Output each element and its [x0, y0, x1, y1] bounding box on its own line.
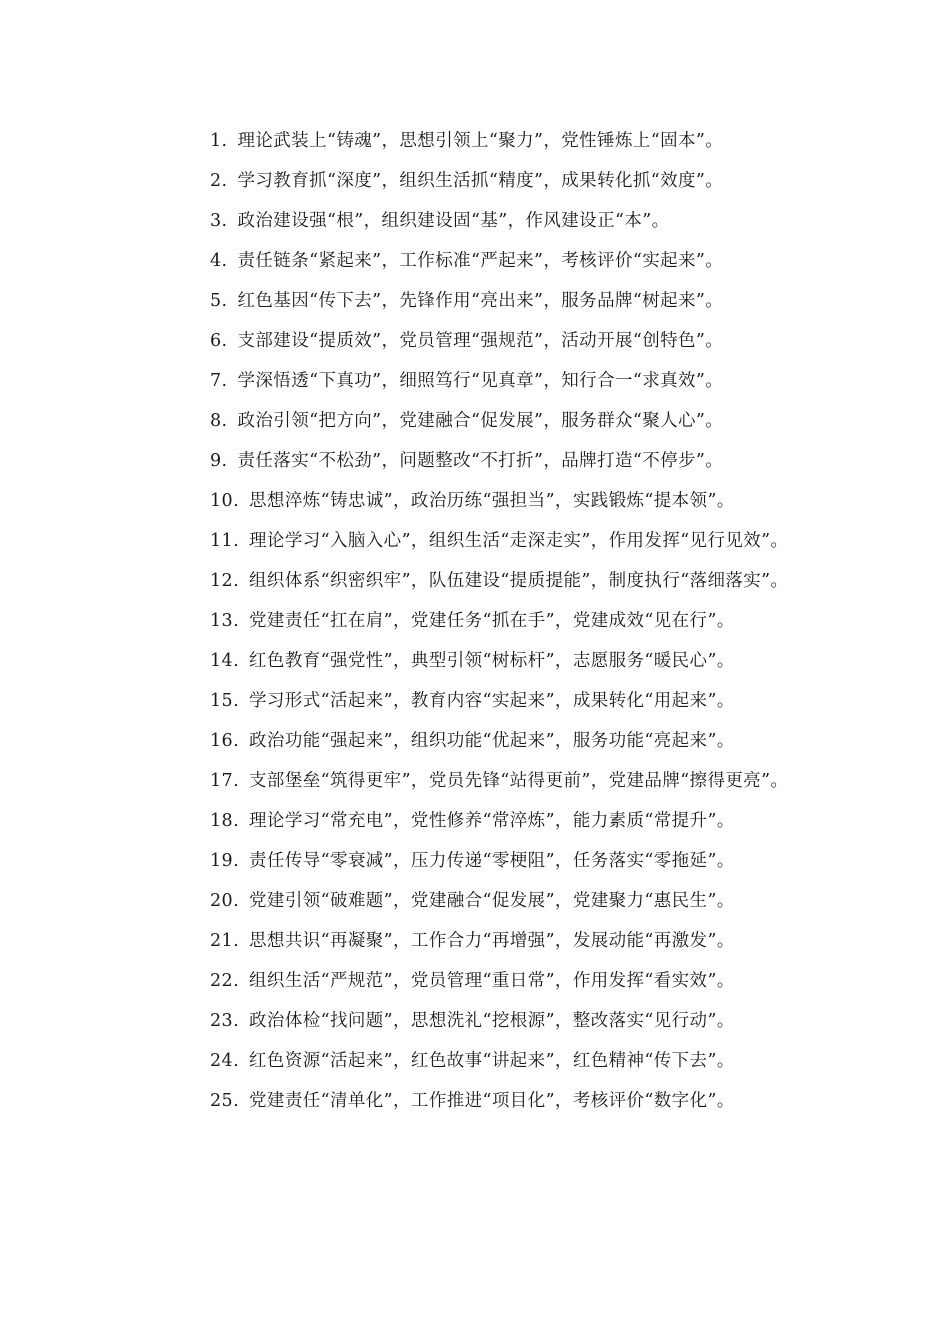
item-text: 责任链条“紧起来”，工作标准“严起来”，考核评价“实起来”。 [237, 251, 724, 271]
item-number: 6. [210, 331, 228, 351]
item-text: 组织生活“严规范”，党员管理“重日常”，作用发挥“看实效”。 [249, 971, 735, 991]
item-number: 2. [210, 171, 228, 191]
list-item [142, 245, 810, 277]
list-item [142, 285, 810, 317]
item-text: 红色基因“传下去”，先锋作用“亮出来”，服务品牌“树起来”。 [237, 291, 724, 311]
item-text: 学习教育抓“深度”，组织生活抓“精度”，成果转化抓“效度”。 [237, 171, 724, 191]
list-item [142, 165, 810, 197]
item-number: 20. [210, 891, 240, 911]
item-text: 责任传导“零衰减”，压力传递“零梗阻”，任务落实“零拖延”。 [249, 851, 735, 871]
item-text: 支部堡垒“筑得更牢”，党员先锋“站得更前”，党建品牌“擦得更亮”。 [249, 771, 789, 791]
list-item [142, 885, 810, 917]
item-number: 18. [210, 811, 240, 831]
item-text: 支部建设“提质效”，党员管理“强规范”，活动开展“创特色”。 [237, 331, 724, 351]
list-item [142, 645, 810, 677]
item-text: 学习形式“活起来”，教育内容“实起来”，成果转化“用起来”。 [249, 691, 735, 711]
list-item [142, 685, 810, 717]
item-number: 7. [210, 371, 228, 391]
item-text: 学深悟透“下真功”，细照笃行“见真章”，知行合一“求真效”。 [237, 371, 724, 391]
list-item [142, 485, 810, 517]
item-text: 政治引领“把方向”，党建融合“促发展”，服务群众“聚人心”。 [237, 411, 724, 431]
item-number: 23. [210, 1011, 240, 1031]
item-text: 思想共识“再凝聚”，工作合力“再增强”，发展动能“再激发”。 [249, 931, 735, 951]
document-page [142, 125, 810, 1125]
list-item [142, 565, 810, 597]
list-item [142, 405, 810, 437]
item-text: 政治功能“强起来”，组织功能“优起来”，服务功能“亮起来”。 [249, 731, 735, 751]
item-number: 13. [210, 611, 240, 631]
list-item [142, 1085, 810, 1117]
list-item [142, 725, 810, 757]
item-text: 红色教育“强党性”，典型引领“树标杆”，志愿服务“暖民心”。 [249, 651, 735, 671]
item-number: 9. [210, 451, 228, 471]
item-text: 政治体检“找问题”，思想洗礼“挖根源”，整改落实“见行动”。 [249, 1011, 735, 1031]
item-text: 红色资源“活起来”，红色故事“讲起来”，红色精神“传下去”。 [249, 1051, 735, 1071]
list-item [142, 125, 810, 157]
item-number: 19. [210, 851, 240, 871]
list-item [142, 605, 810, 637]
item-number: 5. [210, 291, 228, 311]
item-text: 组织体系“织密织牢”，队伍建设“提质提能”，制度执行“落细落实”。 [249, 571, 789, 591]
list-item [142, 325, 810, 357]
item-number: 8. [210, 411, 228, 431]
item-number: 24. [210, 1051, 240, 1071]
item-number: 15. [210, 691, 240, 711]
item-text: 理论学习“常充电”，党性修养“常淬炼”，能力素质“常提升”。 [249, 811, 735, 831]
item-number: 10. [210, 491, 240, 511]
item-text: 思想淬炼“铸忠诚”，政治历练“强担当”，实践锻炼“提本领”。 [249, 491, 735, 511]
list-item [142, 925, 810, 957]
list-item [142, 765, 810, 797]
list-item [142, 965, 810, 997]
item-number: 21. [210, 931, 240, 951]
item-text: 责任落实“不松劲”，问题整改“不打折”，品牌打造“不停步”。 [237, 451, 724, 471]
list-item [142, 1045, 810, 1077]
item-text: 理论学习“入脑入心”，组织生活“走深走实”，作用发挥“见行见效”。 [249, 531, 789, 551]
item-text: 政治建设强“根”，组织建设固“基”，作风建设正“本”。 [237, 211, 670, 231]
list-item [142, 205, 810, 237]
item-number: 17. [210, 771, 240, 791]
list-item [142, 845, 810, 877]
item-number: 22. [210, 971, 240, 991]
item-number: 4. [210, 251, 228, 271]
list-item [142, 445, 810, 477]
item-number: 25. [210, 1091, 240, 1111]
list-item [142, 365, 810, 397]
item-number: 11. [210, 531, 240, 551]
item-number: 1. [210, 131, 228, 151]
list-item [142, 1005, 810, 1037]
list-item [142, 805, 810, 837]
item-text: 党建责任“扛在肩”，党建任务“抓在手”，党建成效“见在行”。 [249, 611, 735, 631]
list-item [142, 525, 810, 557]
item-number: 14. [210, 651, 240, 671]
item-text: 党建责任“清单化”，工作推进“项目化”，考核评价“数字化”。 [249, 1091, 735, 1111]
item-number: 12. [210, 571, 240, 591]
item-text: 党建引领“破难题”，党建融合“促发展”，党建聚力“惠民生”。 [249, 891, 735, 911]
item-number: 3. [210, 211, 228, 231]
item-number: 16. [210, 731, 240, 751]
item-text: 理论武装上“铸魂”，思想引领上“聚力”，党性锤炼上“固本”。 [237, 131, 724, 151]
